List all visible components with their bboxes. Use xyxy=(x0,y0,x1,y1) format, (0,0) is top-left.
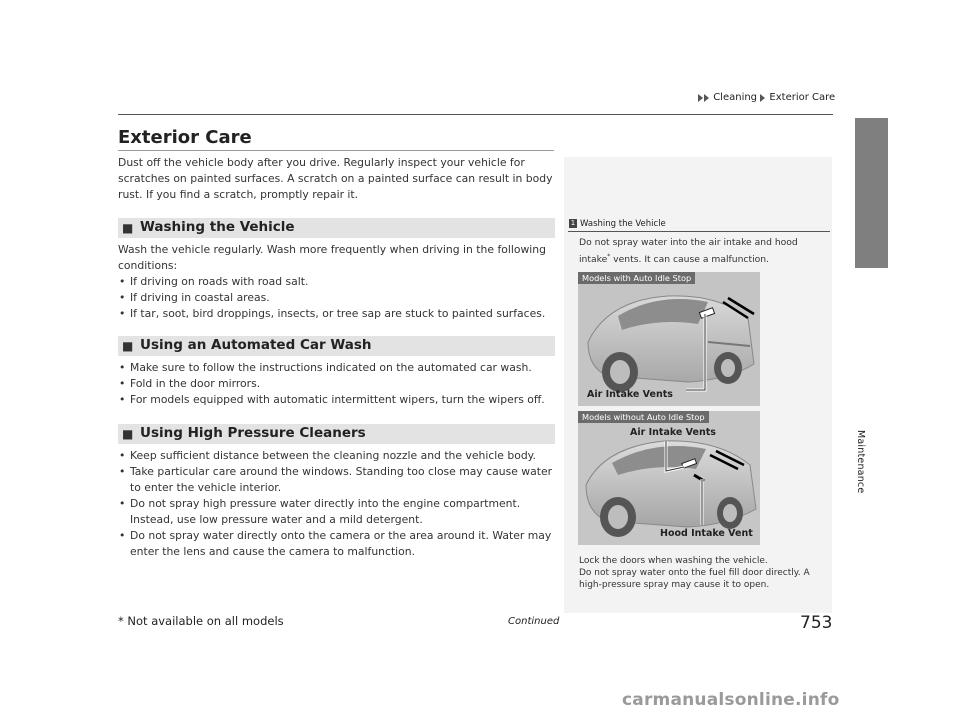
air-intake-vents-label: Air Intake Vents xyxy=(630,427,716,438)
washing-bullets xyxy=(118,274,558,322)
section-heading-washing xyxy=(118,218,555,238)
section-heading-high-pressure xyxy=(118,424,555,444)
page-title: Exterior Care xyxy=(118,127,252,148)
list-item: • If driving in coastal areas. xyxy=(118,290,558,306)
side-note-bottom xyxy=(579,555,829,591)
intro-paragraph: Dust off the vehicle body after you drive. Regularly inspect your vehicle for scratches on painted surfaces. A scratch on a painted surface can result in body rust. If you find a scratch, promptly repair it. xyxy=(118,156,553,201)
side-note-text xyxy=(579,250,829,267)
chapter-label xyxy=(855,430,867,506)
list-item: • Do not spray high pressure water directly into the engine compartment. Instead, use low pressure water and a mild detergent. xyxy=(118,496,558,528)
footnote: * Not available on all models xyxy=(118,614,284,628)
square-bullet-icon: ■ xyxy=(122,427,134,441)
breadcrumb-arrow-icon xyxy=(698,94,703,102)
list-item: • Take particular care around the windows. Standing too close may cause water to enter the vehicle interior. xyxy=(118,464,558,496)
section-heading-text: Washing the Vehicle xyxy=(140,219,295,235)
side-note-text: Do not spray water onto the fuel fill door directly. A xyxy=(579,568,810,578)
high-pressure-bullets xyxy=(118,448,558,560)
car-illustration xyxy=(578,272,760,406)
washing-intro-line: Wash the vehicle regularly. Wash more frequently when driving in the following xyxy=(118,243,546,256)
car-image-with-auto-idle-stop xyxy=(578,272,760,406)
watermark: carmanualsonline.info xyxy=(622,690,840,710)
breadcrumb-item[interactable]: Exterior Care xyxy=(769,92,836,103)
chapter-tab xyxy=(855,118,888,268)
square-bullet-icon: ■ xyxy=(122,221,134,235)
list-item: • For models equipped with automatic intermittent wipers, turn the wipers off. xyxy=(118,392,558,408)
side-note-text: Do not spray water into the air intake and hood xyxy=(579,237,798,248)
side-note-text-part: vents. It can cause a malfunction. xyxy=(610,254,769,266)
list-item: • If driving on roads with road salt. xyxy=(118,274,558,290)
reference-number-icon: 1 xyxy=(570,219,576,227)
list-item: • Do not spray water directly onto the camera or the area around it. Water may enter the lens and cause the camera to malfunction. xyxy=(118,528,558,560)
breadcrumb-arrow-icon xyxy=(704,94,709,102)
list-item: • Fold in the door mirrors. xyxy=(118,376,558,392)
side-note-text: Lock the doors when washing the vehicle. xyxy=(579,556,768,566)
side-note-heading xyxy=(569,219,666,229)
section-heading-text: Using High Pressure Cleaners xyxy=(140,425,366,441)
breadcrumb xyxy=(698,92,835,104)
side-note-divider xyxy=(568,231,830,232)
title-divider xyxy=(118,150,554,151)
air-intake-vents-label: Air Intake Vents xyxy=(587,389,673,400)
list-item: • Make sure to follow the instructions indicated on the automated car wash. xyxy=(118,360,558,376)
side-note-heading-text[interactable]: Washing the Vehicle xyxy=(580,219,666,229)
figure-tag: Models without Auto Idle Stop xyxy=(578,411,709,423)
continued-label: Continued xyxy=(508,616,560,627)
section-heading-car-wash xyxy=(118,336,555,356)
footnote-marker: * xyxy=(607,253,611,260)
header-divider xyxy=(118,114,833,115)
washing-intro-line: conditions: xyxy=(118,259,178,272)
section-heading-text: Using an Automated Car Wash xyxy=(140,337,372,353)
page-number: 753 xyxy=(800,613,833,633)
washing-intro xyxy=(118,242,556,274)
square-bullet-icon: ■ xyxy=(122,339,134,353)
chapter-label-text: Maintenance xyxy=(855,430,866,494)
list-item: • Keep sufficient distance between the cleaning nozzle and the vehicle body. xyxy=(118,448,558,464)
breadcrumb-item[interactable]: Cleaning xyxy=(713,92,758,103)
figure-tag: Models with Auto Idle Stop xyxy=(578,272,695,284)
list-item: • If tar, soot, bird droppings, insects, or tree sap are stuck to painted surfaces. xyxy=(118,306,558,322)
car-wash-bullets xyxy=(118,360,558,408)
breadcrumb-arrow-icon xyxy=(760,94,765,102)
hood-intake-vent-label: Hood Intake Vent xyxy=(660,528,753,539)
side-note-text: high-pressure spray may cause it to open. xyxy=(579,580,770,590)
side-note-warning xyxy=(579,236,829,267)
side-note-text-part: intake xyxy=(579,254,608,266)
